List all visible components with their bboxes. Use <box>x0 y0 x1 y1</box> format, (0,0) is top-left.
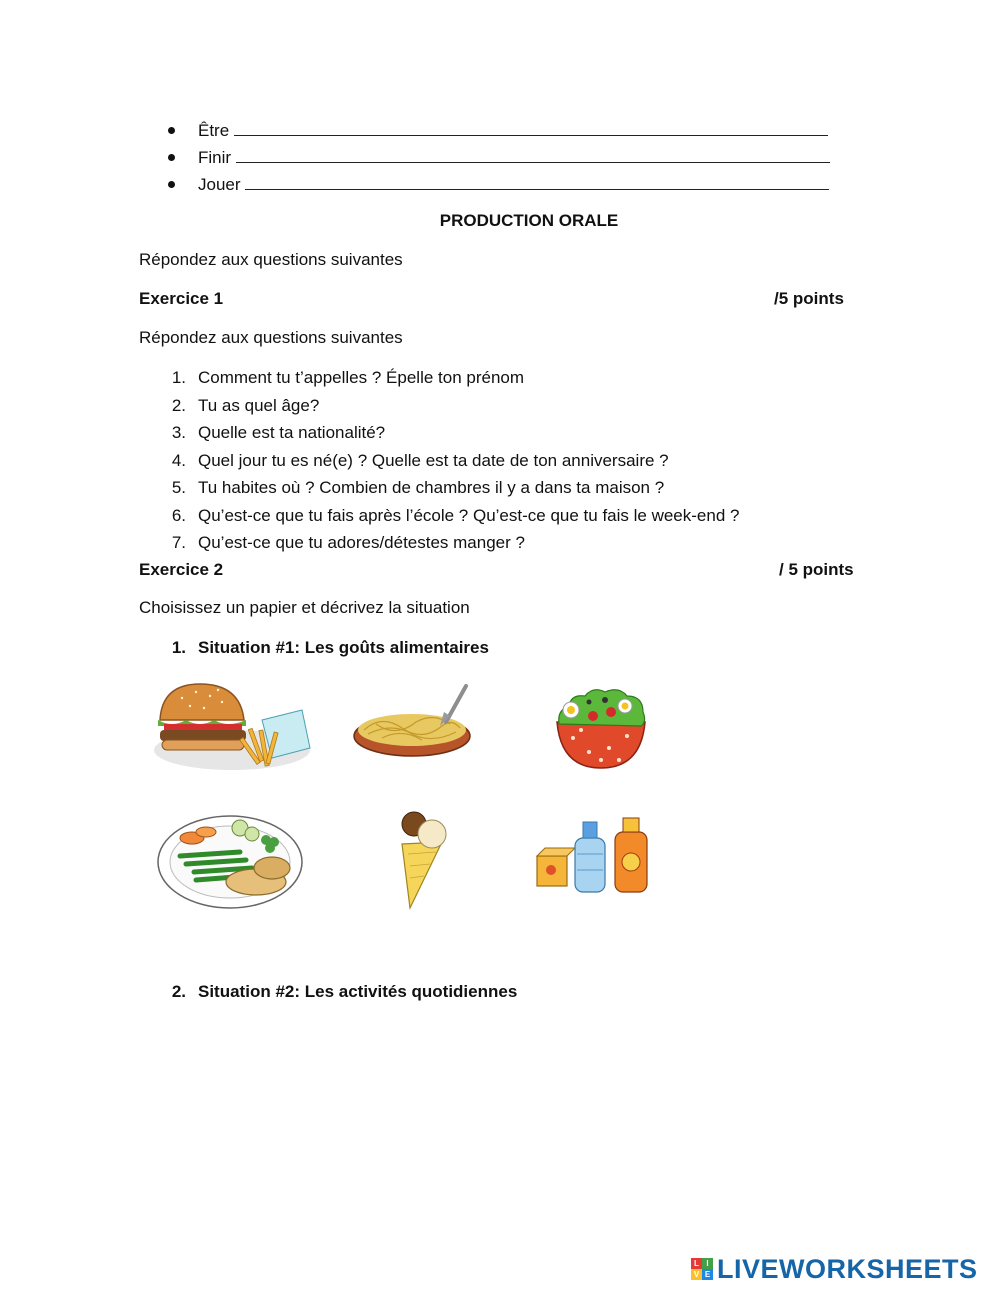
question-number: 2. <box>171 396 186 415</box>
verb-item-etre <box>168 118 848 142</box>
question-text: Quel jour tu es né(e) ? Quelle est ta date de ton anniversaire ? <box>198 451 669 470</box>
answer-blank[interactable] <box>234 118 828 136</box>
situation-text: Situation #1: Les goûts alimentaires <box>198 638 489 657</box>
verb-label: Finir <box>198 148 232 167</box>
question-number: 4. <box>171 451 186 470</box>
question-text: Comment tu t’appelles ? Épelle ton prénom <box>198 368 525 387</box>
logo-letter: V <box>691 1269 702 1280</box>
question-number: 1. <box>171 368 186 387</box>
question-text: Tu habites où ? Combien de chambres il y a dans ta maison ? <box>198 478 665 497</box>
logo-mark-icon <box>691 1258 713 1280</box>
spaghetti-icon <box>352 682 474 760</box>
verb-item-finir <box>168 145 848 169</box>
burger-fries-icon <box>152 680 314 775</box>
answer-blank[interactable] <box>236 145 830 163</box>
question-number: 3. <box>171 423 186 442</box>
situation-number: 2. <box>171 982 186 1001</box>
logo-letter: I <box>702 1258 713 1269</box>
exercise1-instruction: Répondez aux questions suivantes <box>139 328 403 347</box>
verb-label: Jouer <box>198 175 241 194</box>
exercise2-points: / 5 points <box>779 560 854 579</box>
verb-item-jouer <box>168 172 848 196</box>
question-text: Tu as quel âge? <box>198 396 320 415</box>
exercise2-instruction: Choisissez un papier et décrivez la situation <box>139 598 470 617</box>
bullet-icon <box>168 154 175 161</box>
bullet-icon <box>168 127 175 134</box>
section-title: PRODUCTION ORALE <box>439 211 619 230</box>
liveworksheets-logo[interactable] <box>691 1253 978 1285</box>
bullet-icon <box>168 181 175 188</box>
vegetable-plate-icon <box>156 812 306 912</box>
situation-text: Situation #2: Les activités quotidiennes <box>198 982 518 1001</box>
question-text: Qu’est-ce que tu fais après l’école ? Qu’est-ce que tu fais le week-end ? <box>198 506 740 525</box>
answer-blank[interactable] <box>245 172 829 190</box>
logo-letter: L <box>691 1258 702 1269</box>
exercise1-points: /5 points <box>774 289 844 308</box>
ice-cream-cone-icon <box>398 808 454 910</box>
logo-text: LIVEWORKSHEETS <box>717 1253 978 1284</box>
verb-label: Être <box>198 121 230 140</box>
situation-number: 1. <box>171 638 186 657</box>
intro-text: Répondez aux questions suivantes <box>139 250 403 269</box>
logo-letter: E <box>702 1269 713 1280</box>
salad-bowl-icon <box>553 682 649 772</box>
question-number: 6. <box>171 506 186 525</box>
exercise1-title: Exercice 1 <box>139 289 224 308</box>
exercise2-title: Exercice 2 <box>139 560 224 579</box>
drinks-icon <box>533 814 653 896</box>
question-number: 5. <box>171 478 186 497</box>
question-text: Qu’est-ce que tu adores/détestes manger ? <box>198 533 525 552</box>
question-number: 7. <box>171 533 186 552</box>
question-text: Quelle est ta nationalité? <box>198 423 386 442</box>
